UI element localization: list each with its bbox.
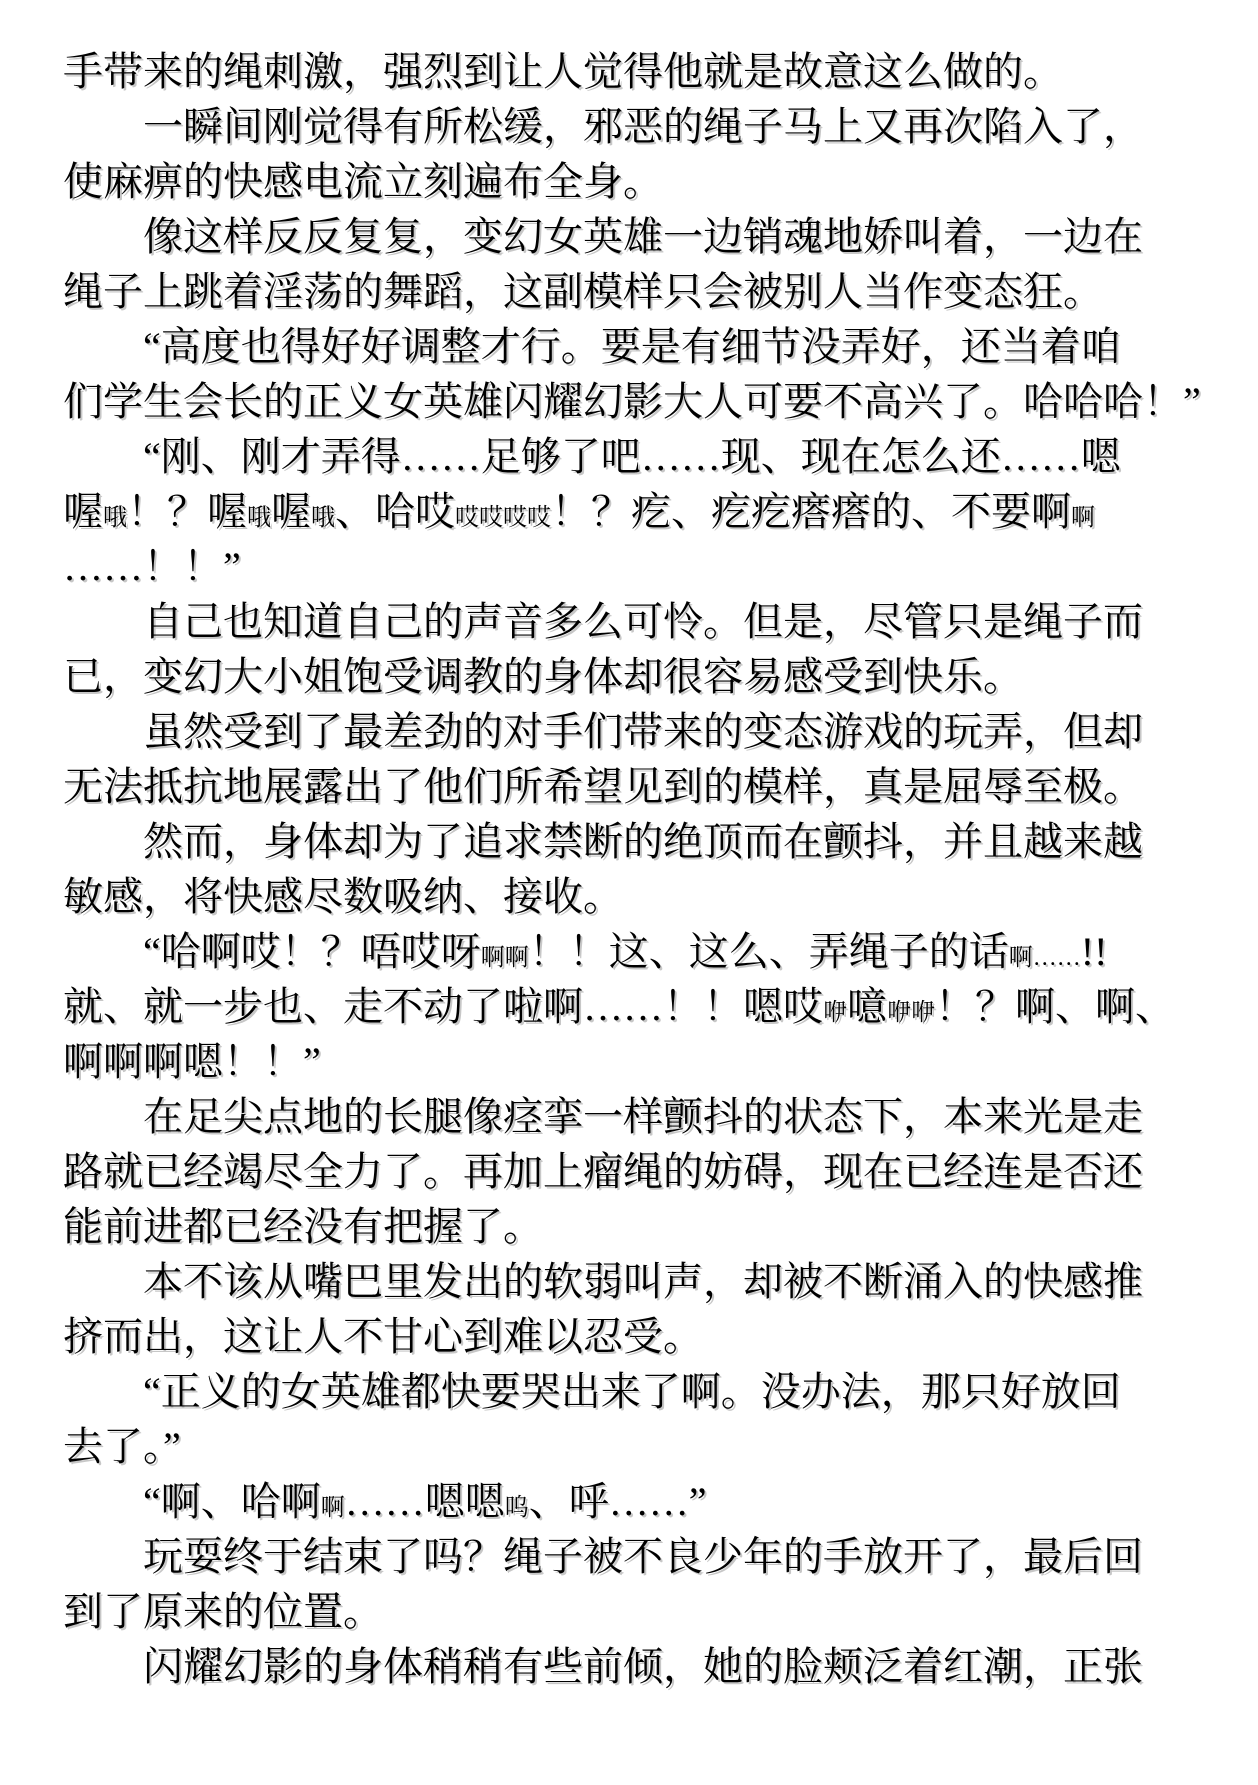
text-run: “高度也得好好调整才行。要是有细节没弄好，还当着咱 — [143, 324, 1121, 369]
text-body — [63, 44, 1218, 1694]
text-run: 挤而出，这让人不甘心到难以忍受。 — [63, 1314, 703, 1359]
text-line — [63, 319, 1218, 374]
text-run: 路就已经竭尽全力了。再加上瘤绳的妨碍，现在已经连是否还 — [63, 1149, 1143, 1194]
text-line — [63, 1089, 1218, 1144]
text-run: ！！这、这么、弄绳子的话 — [528, 929, 1009, 974]
text-line — [63, 209, 1218, 264]
text-line — [63, 979, 1218, 1034]
text-line — [63, 1474, 1218, 1529]
text-run: “正义的女英雄都快要哭出来了啊。没办法，那只好放回 — [143, 1369, 1121, 1414]
text-line — [63, 264, 1218, 319]
text-line — [63, 1034, 1218, 1089]
text-line — [63, 704, 1218, 759]
text-run: 手带来的绳刺激，强烈到让人觉得他就是故意这么做的。 — [63, 49, 1063, 94]
text-run: !! — [1080, 929, 1108, 974]
text-line — [63, 649, 1218, 704]
text-run: ！？啊、啊、 — [935, 984, 1175, 1029]
text-line — [63, 594, 1218, 649]
text-run: 哎哎哎哎 — [455, 505, 551, 531]
text-run: 噫 — [847, 984, 887, 1029]
text-run: 啊 — [320, 1495, 345, 1521]
text-run: 、呼……” — [528, 1479, 707, 1524]
text-run: 一瞬间刚觉得有所松缓，邪恶的绳子马上又再次陷入了， — [143, 104, 1143, 149]
text-line — [63, 44, 1218, 99]
text-run: 能前进都已经没有把握了。 — [63, 1204, 543, 1249]
text-run: ……！！” — [63, 544, 241, 589]
text-run: 像这样反反复复，变幻女英雄一边销魂地娇叫着，一边在 — [143, 214, 1143, 259]
text-run: 去了。” — [63, 1424, 181, 1469]
text-line — [63, 924, 1218, 979]
text-run: 敏感，将快感尽数吸纳、接收。 — [63, 874, 623, 919]
text-run: 到了原来的位置。 — [63, 1589, 383, 1634]
text-line — [63, 759, 1218, 814]
text-run: 已，变幻大小姐饱受调教的身体却很容易感受到快乐。 — [63, 654, 1023, 699]
text-run: 们学生会长的正义女英雄闪耀幻影大人可要不高兴了。哈哈哈！” — [63, 379, 1201, 424]
text-run: 在足尖点地的长腿像痉挛一样颤抖的状态下，本来光是走 — [143, 1094, 1143, 1139]
text-run: 、哈哎 — [335, 489, 455, 534]
text-run: ……嗯嗯 — [344, 1479, 505, 1524]
text-run: 哦 — [247, 505, 271, 531]
text-run: ！？疙、疙疙瘩瘩的、不要啊 — [551, 489, 1071, 534]
text-line — [63, 1639, 1218, 1694]
text-run: 玩耍终于结束了吗？绳子被不良少年的手放开了，最后回 — [143, 1534, 1143, 1579]
text-line — [63, 429, 1218, 484]
text-run: 咿咿 — [887, 1000, 935, 1026]
text-run: 哦 — [103, 505, 127, 531]
text-line — [63, 869, 1218, 924]
text-run: 然而，身体却为了追求禁断的绝顶而在颤抖，并且越来越 — [143, 819, 1143, 864]
text-run: “刚、刚才弄得……足够了吧……现、现在怎么还……嗯 — [143, 434, 1121, 479]
text-line — [63, 1364, 1218, 1419]
text-line — [63, 374, 1218, 429]
text-line — [63, 484, 1218, 539]
text-run: 啊啊啊嗯！！” — [63, 1039, 321, 1084]
text-run: 使麻痹的快感电流立刻遍布全身。 — [63, 159, 663, 204]
text-run: 啊 — [1071, 505, 1095, 531]
text-run: 无法抵抗地展露出了他们所希望见到的模样，真是屈辱至极。 — [63, 764, 1143, 809]
text-line — [63, 539, 1218, 594]
text-run: ！？喔 — [127, 489, 247, 534]
text-line — [63, 1199, 1218, 1254]
text-run: 自己也知道自己的声音多么可怜。但是，尽管只是绳子而 — [143, 599, 1143, 644]
text-line — [63, 99, 1218, 154]
text-line — [63, 1254, 1218, 1309]
text-run: 哦 — [311, 505, 335, 531]
text-run: 绳子上跳着淫荡的舞蹈，这副模样只会被别人当作变态狂。 — [63, 269, 1103, 314]
text-line — [63, 814, 1218, 869]
text-run: “啊、哈啊 — [143, 1479, 321, 1524]
text-run: 啊啊 — [480, 945, 529, 971]
text-run: 虽然受到了最差劲的对手们带来的变态游戏的玩弄，但却 — [143, 709, 1143, 754]
text-run: 咿 — [823, 1000, 847, 1026]
text-run: 啊…… — [1008, 945, 1081, 971]
text-run: 喔 — [63, 489, 103, 534]
text-line — [63, 1144, 1218, 1199]
text-line — [63, 1309, 1218, 1364]
text-run: 就、就一步也、走不动了啦啊……！！嗯哎 — [63, 984, 823, 1029]
text-line — [63, 1529, 1218, 1584]
text-run: 呜 — [504, 1495, 529, 1521]
text-run: 闪耀幻影的身体稍稍有些前倾，她的脸颊泛着红潮，正张 — [143, 1644, 1143, 1689]
text-line — [63, 154, 1218, 209]
text-line — [63, 1584, 1218, 1639]
text-run: 喔 — [271, 489, 311, 534]
text-line — [63, 1419, 1218, 1474]
text-run: 本不该从嘴巴里发出的软弱叫声，却被不断涌入的快感推 — [143, 1259, 1143, 1304]
text-run: “哈啊哎！？唔哎呀 — [143, 929, 481, 974]
